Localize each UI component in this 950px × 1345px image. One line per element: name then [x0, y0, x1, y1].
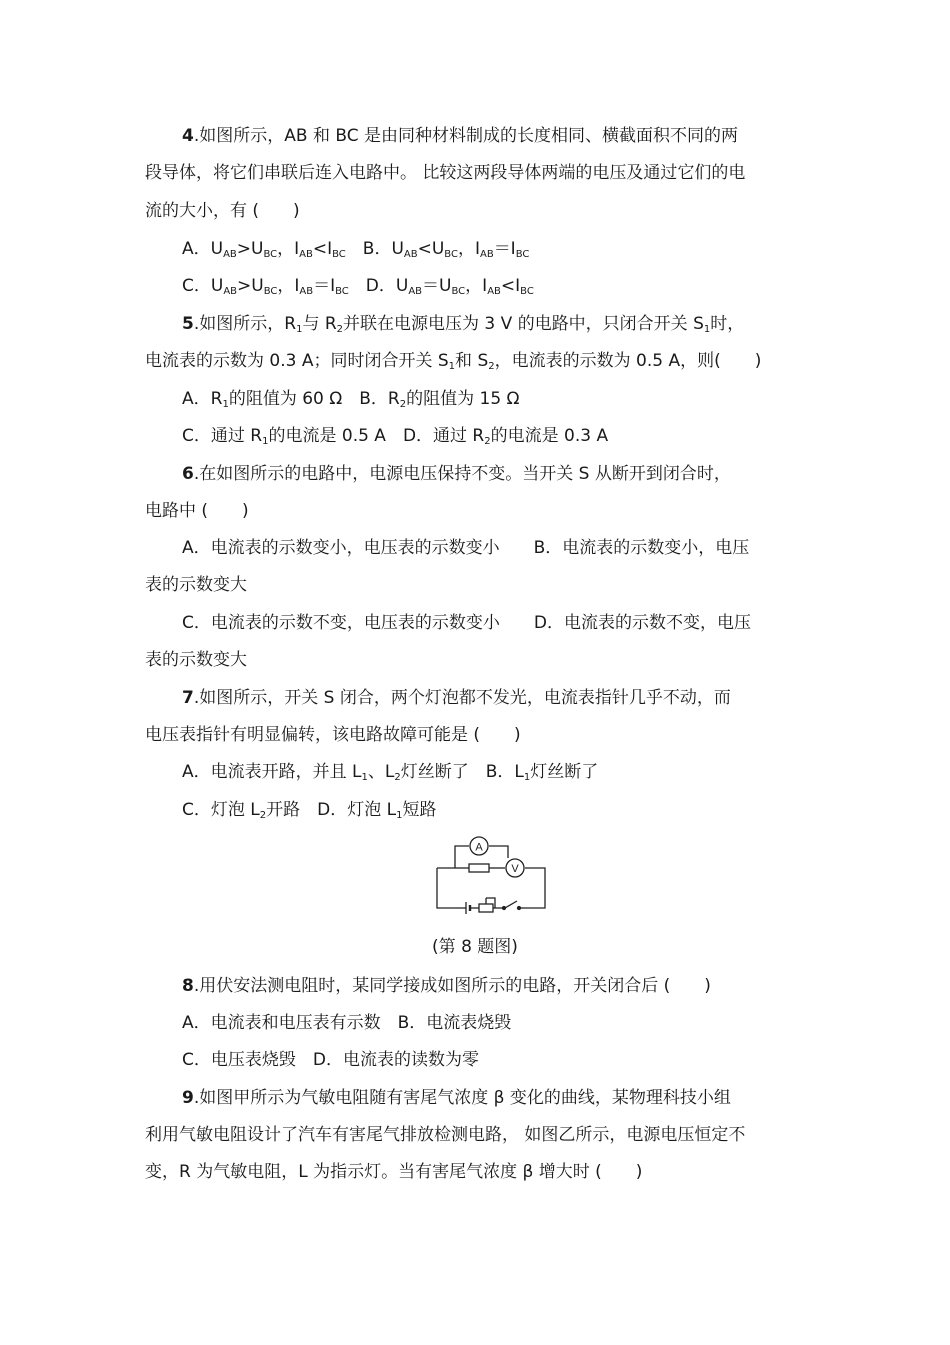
q8-options-ab: A．电流表和电压表有示数 B．电流表烧毁: [182, 1013, 512, 1033]
q9-line-2: 利用气敏电阻设计了汽车有害尾气排放检测电路， 如图乙所示，电源电压恒定不: [145, 1125, 746, 1145]
q4-line-2: 段导体，将它们串联后连入电路中。 比较这两段导体两端的电压及通过它们的电: [145, 163, 746, 183]
q5-line-1: 5.如图所示，$R_1$与 $R_2$并联在电源电压为 3 V 的电路中，只闭合开关 $S_1$时，: [182, 314, 745, 335]
resistor: [469, 864, 489, 872]
circuit-diagram: [433, 832, 549, 916]
switch-lever: [505, 901, 517, 908]
q7-line-2: 电压表指针有明显偏转，该电路故障可能是 ( ): [145, 725, 521, 745]
circuit-wire-right: [523, 868, 545, 908]
q5-options-ab: A．$R_1$的阻值为 60 Ω B．$R_2$的阻值为 15 Ω: [182, 389, 520, 410]
ammeter-wire-right: [489, 846, 508, 858]
q4-line-1: 4.如图所示，AB 和 BC 是由同种材料制成的长度相同、横截面积不同的两: [182, 126, 738, 146]
ammeter-label: A: [475, 841, 483, 854]
q4-line-3: 流的大小，有 ( ): [145, 201, 300, 221]
q6-line-2: 电路中 ( ): [145, 501, 249, 521]
q5-options-cd: C．通过 $R_1$的电流是 0.5 A D．通过 $R_2$的电流是 0.3 A: [182, 426, 609, 447]
circuit-wire-left: [437, 868, 463, 908]
q7-line-1: 7.如图所示，开关 S 闭合，两个灯泡都不发光，电流表指针几乎不动，而: [182, 688, 731, 708]
q7-options-ab: A．电流表开路，并且 $L_1$、$L_2$灯丝断了 B．$L_1$灯丝断了: [182, 762, 599, 783]
q8-options-cd: C．电压表烧毁 D．电流表的读数为零: [182, 1050, 479, 1070]
rheostat: [479, 904, 493, 912]
voltmeter-label: V: [511, 863, 519, 875]
q9-line-1: 9.如图甲所示为气敏电阻随有害尾气浓度 β 变化的曲线，某物理科技小组: [182, 1088, 731, 1108]
q7-options-cd: C．灯泡 $L_2$开路 D．灯泡 $L_1$短路: [182, 800, 437, 821]
ammeter-wire-left: [455, 846, 469, 868]
q9-line-3: 变，R 为气敏电阻，L 为指示灯。当有害尾气浓度 β 增大时 ( ): [145, 1162, 643, 1182]
q6-option-cd: C．电流表的示数不变，电压表的示数变小 D．电流表的示数不变，电压: [182, 613, 751, 633]
q6-line-1: 6.在如图所示的电路中，电源电压保持不变。当开关 S 从断开到闭合时，: [182, 464, 731, 484]
q6-option-ab-cont: 表的示数变大: [145, 575, 247, 595]
figure-caption: (第 8 题图): [432, 937, 518, 957]
q8-line-1: 8.用伏安法测电阻时，某同学接成如图所示的电路，开关闭合后 ( ): [182, 976, 711, 996]
q4-options-cd: C．$U_{AB}>U_{BC}$，$I_{AB}=I_{BC}$ D．$U_{AB}=U_{BC}$，$I_{AB}<I_{BC}$: [182, 276, 534, 297]
q5-line-2: 电流表的示数为 0.3 A；同时闭合开关 $S_1$和 $S_2$，电流表的示数为 0.5 A，则( ): [145, 351, 762, 372]
q6-option-ab: A．电流表的示数变小，电压表的示数变小 B．电流表的示数变小，电压: [182, 538, 750, 558]
q4-options-ab: A．$U_{AB}>U_{BC}$，$I_{AB}<I_{BC}$ B．$U_{AB}<U_{BC}$，$I_{AB}=I_{BC}$: [182, 239, 530, 260]
q6-option-cd-cont: 表的示数变大: [145, 650, 247, 670]
